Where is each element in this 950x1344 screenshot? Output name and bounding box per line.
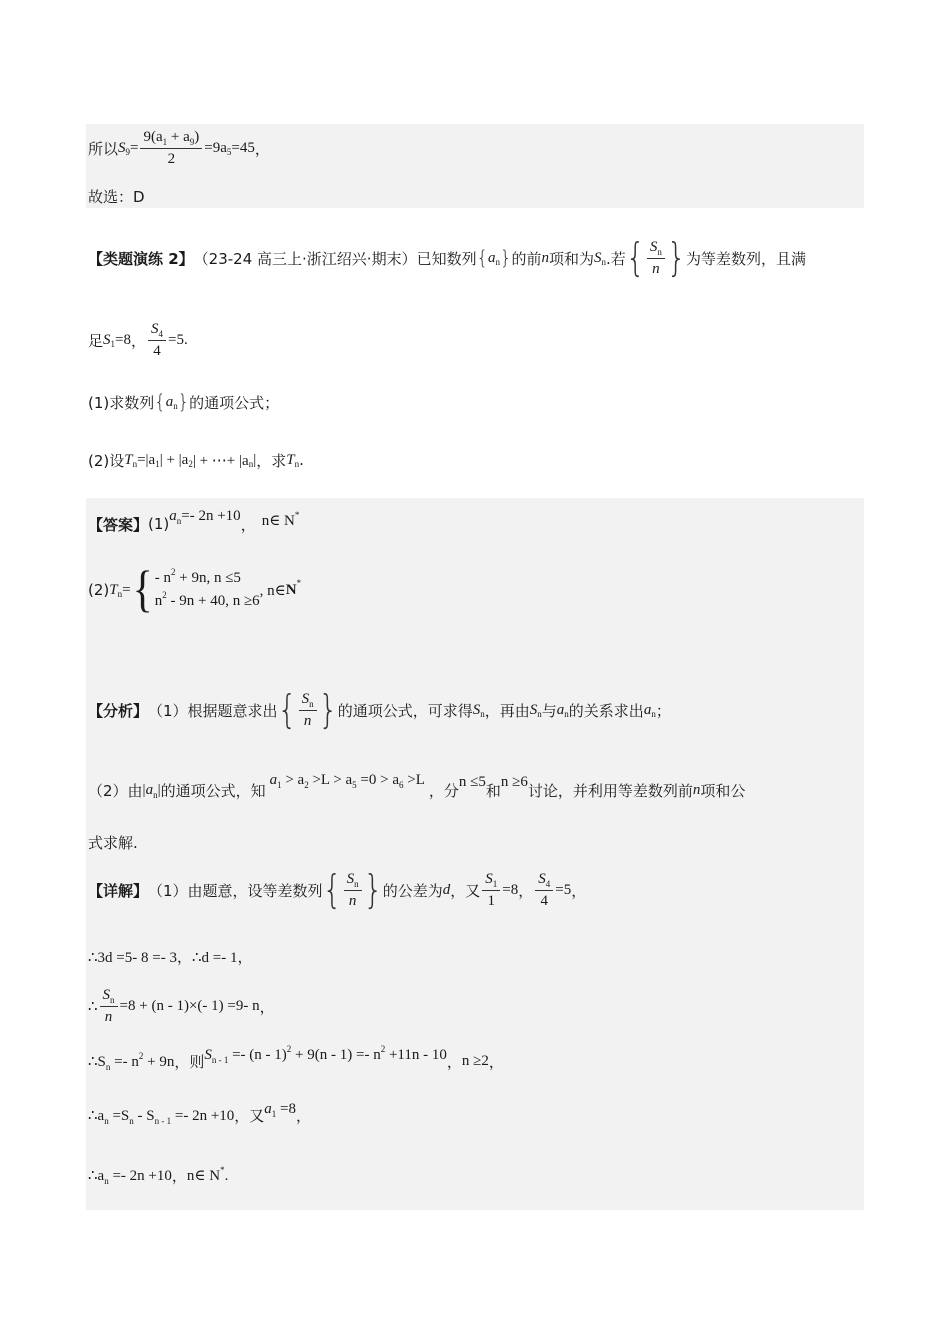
math: =8: [115, 331, 131, 348]
math: +11n - 10: [385, 1046, 447, 1063]
text: (1)求数列: [88, 393, 155, 412]
text: ，: [240, 515, 256, 534]
question-2: [88, 442, 304, 478]
text: 讨论，并利用等差数列前: [527, 781, 693, 800]
frac-num: + a: [167, 129, 190, 145]
math: ∴3d =5- 8 =- 3，∴d =- 1，: [88, 950, 253, 966]
text: 项和为: [549, 249, 595, 268]
fraction: [482, 870, 500, 910]
math-sub: n: [495, 257, 501, 267]
math: =5.: [168, 331, 188, 348]
math: =8: [502, 881, 519, 898]
frac-num: S: [346, 871, 355, 887]
math: =- 2n +10: [181, 507, 241, 524]
math: =8 + (n - 1)×(- 1) =9- n: [119, 997, 260, 1014]
detail-line-6: [88, 1160, 228, 1190]
choice-line: [88, 186, 145, 207]
analysis-line-1: [88, 680, 671, 740]
math: d: [442, 881, 451, 898]
math-sub: 1: [277, 779, 282, 790]
fraction: [535, 870, 553, 910]
text: ，又: [234, 1106, 265, 1125]
text: (2)设: [88, 451, 125, 470]
math: =: [130, 139, 139, 156]
math-sub: n: [601, 257, 607, 267]
math-sub: n: [173, 401, 178, 411]
math: n: [154, 593, 163, 609]
frac-num: S: [649, 239, 658, 255]
math: =: [122, 581, 131, 598]
math-sub: n: [153, 789, 158, 800]
math-sub: n: [248, 459, 254, 469]
math: =- n: [110, 1053, 139, 1070]
math-sup: 2: [138, 1050, 144, 1061]
text: ，: [571, 881, 587, 900]
math-sub: n: [117, 589, 123, 599]
math-sub: 1: [110, 339, 116, 349]
math: | + |a: [159, 451, 189, 468]
math: .: [224, 1167, 229, 1184]
frac-num: S: [485, 871, 493, 887]
detail-line-4: [88, 1043, 504, 1076]
analysis-tag: 【分析】: [88, 701, 149, 720]
frac-den: n: [104, 1009, 113, 1025]
detail-line-5: [88, 1100, 311, 1130]
text: ，分: [428, 781, 459, 800]
sn-over-n-braces: { $\frac{S_n}{n}$ }: [277, 687, 338, 733]
math-sub: 1: [155, 459, 160, 469]
frac-den: n: [652, 261, 660, 277]
detail-line-2: [88, 946, 252, 967]
text: 的关系求出: [568, 701, 644, 720]
frac-num: S: [102, 987, 111, 1003]
text: ，再由: [484, 701, 530, 720]
math-sub: n: [309, 699, 314, 709]
math-sup: *: [296, 578, 302, 588]
math: S: [472, 701, 481, 718]
text: 为等差数列，且满: [686, 249, 807, 268]
fraction: [344, 870, 362, 910]
text: ，: [259, 997, 275, 1016]
detail-tag: 【详解】: [88, 881, 149, 900]
math-sub: n: [537, 709, 542, 719]
math: | + ⋯+ |a: [192, 452, 249, 469]
detail-line-3: [88, 984, 275, 1028]
text: 足: [88, 331, 104, 350]
math: =S: [108, 1107, 130, 1124]
math: ∴: [88, 998, 98, 1015]
text: .若: [606, 249, 626, 268]
text: .: [299, 451, 304, 469]
math: > a: [281, 771, 305, 788]
math: - n: [154, 570, 171, 586]
text: ，求: [256, 451, 287, 470]
text: ，: [518, 881, 534, 900]
text: ，: [296, 1106, 312, 1125]
math: ∴S: [88, 1053, 106, 1070]
math-sub: n: [564, 709, 569, 719]
math: a: [269, 771, 278, 788]
problem-line-2: [88, 318, 188, 362]
math: =- 2n +10: [108, 1167, 172, 1184]
math: >L: [403, 771, 425, 788]
text: 式求解.: [88, 834, 138, 852]
math: n ≥2: [461, 1052, 489, 1069]
math: S: [594, 249, 602, 266]
math-sub: n: [354, 879, 359, 889]
math: =- (n - 1): [228, 1046, 287, 1063]
math-sup: 2: [380, 1043, 386, 1054]
text: ，又: [450, 881, 481, 900]
text: ，: [171, 1166, 187, 1185]
math: a: [556, 701, 565, 718]
math-sup: 2: [286, 1043, 292, 1054]
math-sub: n: [480, 709, 485, 719]
text: ，: [446, 1052, 462, 1071]
math: =45: [231, 139, 255, 156]
frac-num: S: [301, 691, 310, 707]
math: S: [103, 331, 111, 348]
math: n ≤5: [458, 773, 486, 790]
math-sub: 1: [162, 137, 168, 147]
fraction: [299, 690, 317, 730]
math: S: [529, 701, 538, 718]
problem-tag: 【类题演练 2】: [88, 249, 194, 268]
math: a: [145, 781, 154, 798]
answer-tag: 【答案】: [88, 515, 149, 534]
frac-num: S: [151, 321, 159, 337]
math: + 9n: [143, 1053, 175, 1070]
math: - S: [133, 1107, 155, 1124]
question-1: [88, 384, 279, 420]
math: a: [264, 1100, 272, 1117]
problem-source: （23-24 高三上·浙江绍兴·期末）: [193, 249, 417, 268]
text: ；: [655, 701, 671, 720]
math: =5: [555, 881, 572, 898]
text: 和: [485, 781, 501, 800]
detail-line-1: [88, 862, 586, 918]
math: =9a: [204, 139, 227, 156]
sequence-braces: { a n }: [154, 390, 190, 414]
math: T: [109, 581, 118, 598]
math-sub: 5: [226, 147, 232, 157]
math: n∈ N: [186, 1167, 221, 1184]
text: ，: [488, 1052, 504, 1071]
math-sub: n: [104, 1115, 109, 1126]
text: 的前: [511, 249, 542, 268]
sn-over-n-braces: { $\frac{S_n}{n}$ }: [625, 235, 686, 281]
text: (2): [88, 581, 110, 599]
math: ∴a: [88, 1167, 105, 1184]
math: S: [118, 139, 126, 156]
text: 所以: [88, 139, 119, 158]
math: ∴a: [88, 1107, 105, 1124]
frac-num: ): [194, 129, 200, 145]
math-sup: 2: [162, 590, 167, 600]
answer-line-1: [88, 504, 299, 544]
math: T: [124, 451, 133, 468]
fraction: [100, 986, 118, 1026]
problem-line-1: [88, 236, 806, 280]
math: S: [204, 1046, 212, 1063]
math: , n∈: [259, 582, 286, 599]
text: (1): [148, 515, 170, 533]
text: （2）由: [88, 781, 143, 800]
math-sub: 9: [189, 137, 195, 147]
frac-den: 1: [487, 893, 496, 909]
math-sub: 1: [492, 879, 498, 889]
text: 的通项公式，知: [160, 781, 266, 800]
math: >L > a: [308, 771, 353, 788]
math-sub: n: [657, 247, 662, 257]
math-sub: n: [105, 1061, 111, 1072]
math-sub: 5: [352, 779, 357, 790]
analysis-line-3: [88, 832, 138, 853]
math: a: [488, 249, 496, 266]
math: |: [253, 451, 257, 468]
math-sub: n: [294, 459, 300, 469]
text: 与: [541, 701, 557, 720]
math-sub: n: [104, 1175, 109, 1186]
math-sub: 6: [398, 779, 404, 790]
analysis-line-2: （2）由 $|a_n|$ 的通项公式，知 $a_1 > a_2 >L > a_5 =0 > a_6 >L$ ，分 n ≤5 和 n ≥6 讨论，并利用等差数列前 n 项和公: [88, 771, 746, 800]
frac-den: n: [348, 893, 357, 909]
inequality-chain: [270, 772, 425, 789]
math-sub: 1: [271, 1108, 277, 1119]
math-sub: n: [651, 709, 656, 719]
math: n ≥6: [500, 773, 528, 790]
math-sub: n: [110, 995, 115, 1005]
math: + 9n, n ≤5: [175, 570, 241, 586]
text: ，则: [174, 1052, 205, 1071]
fraction: [647, 238, 665, 278]
math-sup: *: [220, 1164, 225, 1175]
math: =- 2n +10: [171, 1107, 235, 1124]
frac-den: n: [303, 713, 312, 729]
math-sub: 2: [188, 459, 193, 469]
math: a: [169, 507, 177, 524]
math: =0 > a: [356, 771, 399, 788]
answer-line-2: [88, 562, 301, 618]
frac-den: 4: [540, 893, 549, 909]
math-sub: n: [132, 459, 138, 469]
math-sup: 2: [170, 567, 176, 577]
text: ，: [254, 139, 270, 158]
text: （1）根据题意求出: [148, 701, 278, 720]
frac-den: 4: [153, 343, 161, 359]
frac-num: 9(a: [143, 129, 163, 145]
math-sub: 4: [545, 879, 551, 889]
math-sub: n - 1: [211, 1054, 229, 1065]
math: a: [165, 393, 174, 410]
math: - 9n + 40, n ≥6: [166, 593, 260, 609]
text: （1）由题意，设等差数列: [148, 881, 323, 900]
math-sub: n - 1: [154, 1115, 172, 1126]
fraction: [140, 128, 202, 168]
fraction: [148, 320, 166, 360]
piecewise: { - $n^2 + 9n$, n ≤5 $n^2 - 9n + 40$, n ≥6: [132, 562, 260, 618]
math: n: [692, 781, 701, 798]
math: n∈ N: [261, 512, 295, 529]
math: a: [643, 701, 652, 718]
text: 的通项公式，可求得: [337, 701, 473, 720]
text: 的公差为: [382, 881, 443, 900]
frac-den: 2: [167, 151, 176, 167]
math-sub: 9: [125, 147, 131, 157]
math-sub: n: [176, 515, 182, 526]
math-sup: *: [294, 509, 300, 520]
text: ，: [130, 331, 146, 350]
text: 项和公: [700, 781, 746, 800]
answer-choice: 故选：D: [88, 188, 145, 206]
math: =|a: [137, 451, 156, 468]
text: 的通项公式；: [189, 393, 280, 412]
math: N: [285, 581, 297, 598]
sequence-braces: { a n }: [476, 246, 512, 270]
math-sub: 2: [304, 779, 309, 790]
math: n: [541, 249, 550, 266]
math: + 9(n - 1) =- n: [291, 1046, 381, 1063]
frac-num: S: [538, 871, 546, 887]
math: =8: [276, 1100, 297, 1117]
math-sub: n: [129, 1115, 134, 1126]
sum-line: [88, 128, 270, 168]
math: T: [286, 451, 295, 468]
text: 已知数列: [416, 249, 477, 268]
sn-over-n-braces: { $\frac{S_n}{n}$ }: [322, 867, 383, 913]
math-sub: 4: [158, 329, 163, 339]
